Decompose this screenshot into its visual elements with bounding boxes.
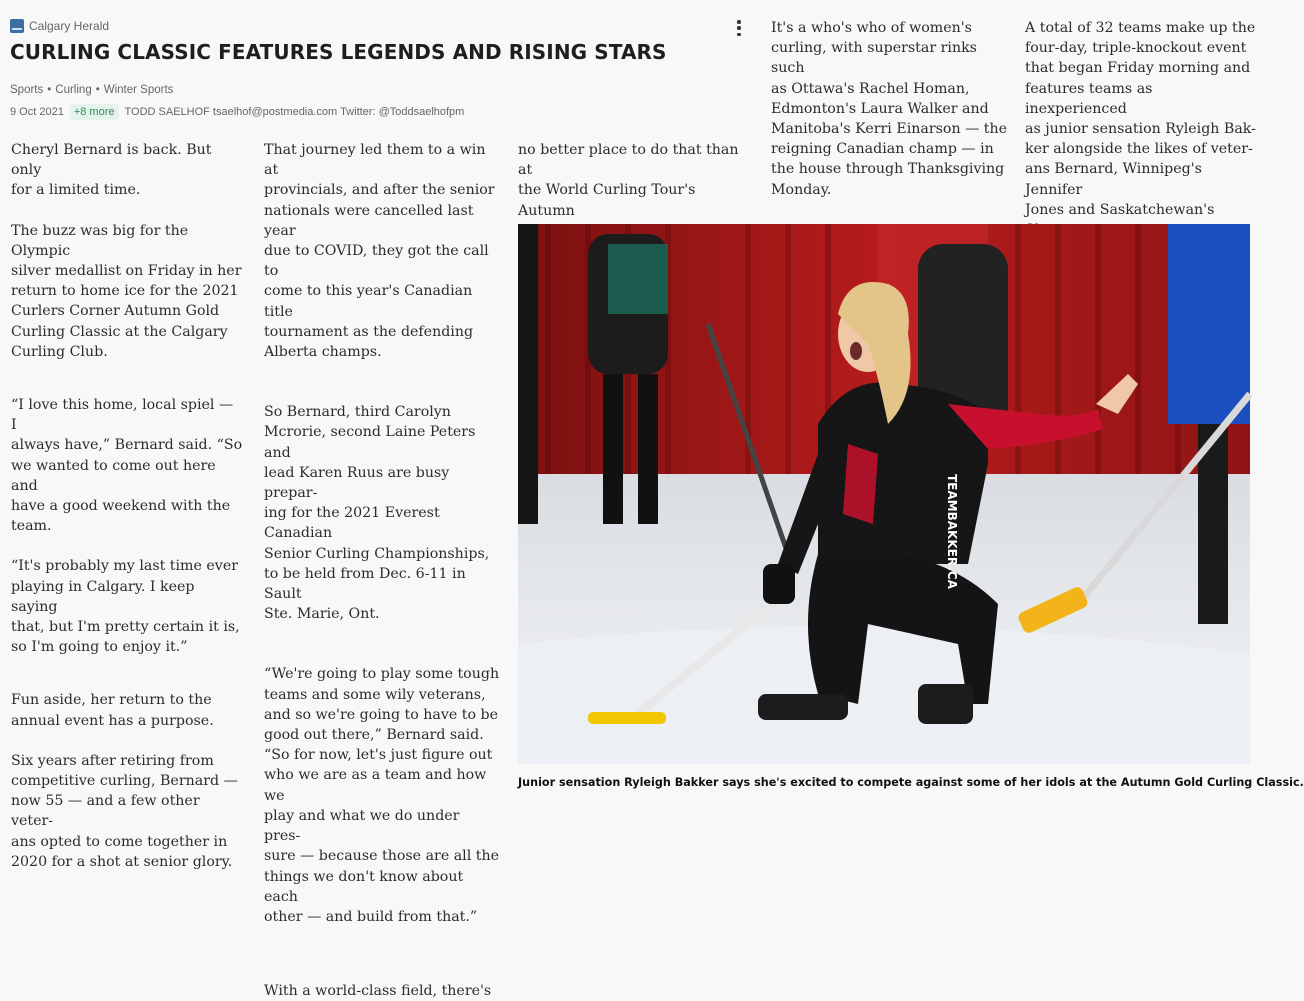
photo-caption: Junior sensation Ryleigh Bakker says she's excited to compete against some of her idols at the Autumn Gold Curling Classic.: [518, 776, 1304, 789]
paragraph: With a world-class field, there's: [264, 983, 492, 1000]
paragraph: no better place to do that than at the World Curling Tour's Autumn: [518, 142, 739, 219]
paragraph: A total of 32 teams make up the four-day, triple-knockout event that began Friday morning and features teams as inexperienced as junior sensation Ryleigh Bak- ker alongside the likes of veter- ans Bernard, Winnipeg's Jennifer Jones and Saskatchewan's: [1025, 20, 1256, 218]
paragraph: The buzz was big for the Olympic silver medallist on Friday in her return to home ice for the 2021 Curlers Corner Autumn Gold Curling Classic at the Calgary Curling Club.: [11, 222, 242, 360]
paragraph: It's a who's who of women's curling, with superstar rinks such as Ottawa's Rachel Homan, Edmonton's Laura Walker and Manitoba's Kerri Einarson — the reigning Canadian champ — in the house through Thanksgiving Monday.: [771, 20, 1008, 198]
dot: [737, 20, 741, 24]
jacket-text: TEAMBAKKER.CA: [945, 474, 959, 589]
article-column-1: [11, 140, 243, 872]
dot: [737, 33, 741, 37]
more-options-icon[interactable]: [733, 19, 745, 37]
paragraph: So Bernard, third Carolyn Mcrorie, second Laine Peters and lead Karen Ruus are busy prepar- ing for the 2021 Everest Canadian Senior Curling Championships, to be held from Dec. 6-11 in Sault Ste. Marie, Ont.: [264, 404, 490, 623]
category-tag[interactable]: Sports: [10, 84, 44, 96]
category-tag[interactable]: Curling: [55, 84, 92, 96]
category-tag[interactable]: Winter Sports: [103, 84, 174, 96]
paragraph: “It's probably my last time ever playing in Calgary. I keep saying that, but I'm pretty certain it is, so I'm going to enjoy it.”: [11, 558, 240, 656]
paragraph: Six years after retiring from competitive curling, Bernard — now 55 — and a few other veter- ans opted to come together in 2020 for a shot at senior glory.: [11, 752, 238, 870]
article-photo: [518, 224, 1250, 764]
paragraph: “We're going to play some tough teams and some wily veterans, and so we're going to have to be good out there,” Bernard said. “So for now, let's just figure out who we are as a team and how we play and what we do under pres- sure — because those are all the things we don't know about each other — and build from that.”: [264, 666, 500, 925]
separator-dot: •: [95, 84, 100, 96]
separator-dot: •: [47, 84, 52, 96]
category-tags: [10, 84, 173, 96]
paragraph: That journey led them to a win at provincials, and after the senior nationals were cancelled last year due to COVID, they got the call to come to this year's Canadian title tournament as the defending Alberta champs.: [264, 142, 495, 361]
source-line[interactable]: [10, 18, 730, 34]
paragraph: Cheryl Bernard is back. But only for a limited time.: [11, 142, 212, 199]
byline: TODD SAELHOF tsaelhof@postmedia.com Twitter: @Toddsaelhofpm: [124, 106, 465, 118]
article-column-4: [771, 18, 1011, 200]
publish-date: 9 Oct 2021: [10, 106, 64, 118]
newspaper-logo-icon: [10, 19, 24, 33]
dot: [737, 26, 741, 30]
headline: CURLING CLASSIC FEATURES LEGENDS AND RISING STARS: [10, 40, 667, 64]
article-column-2: [264, 140, 500, 1001]
more-badge[interactable]: +8 more: [70, 104, 119, 120]
article-meta: [10, 104, 464, 120]
paragraph: Fun aside, her return to the annual event has a purpose.: [11, 692, 214, 729]
article-header: [10, 18, 730, 118]
curler-photo-illustration: [518, 224, 1250, 764]
paragraph: “I love this home, local spiel — I always have,” Bernard said. “So we wanted to come out here and have a good weekend with the team.: [11, 397, 243, 535]
source-name: Calgary Herald: [29, 19, 110, 33]
